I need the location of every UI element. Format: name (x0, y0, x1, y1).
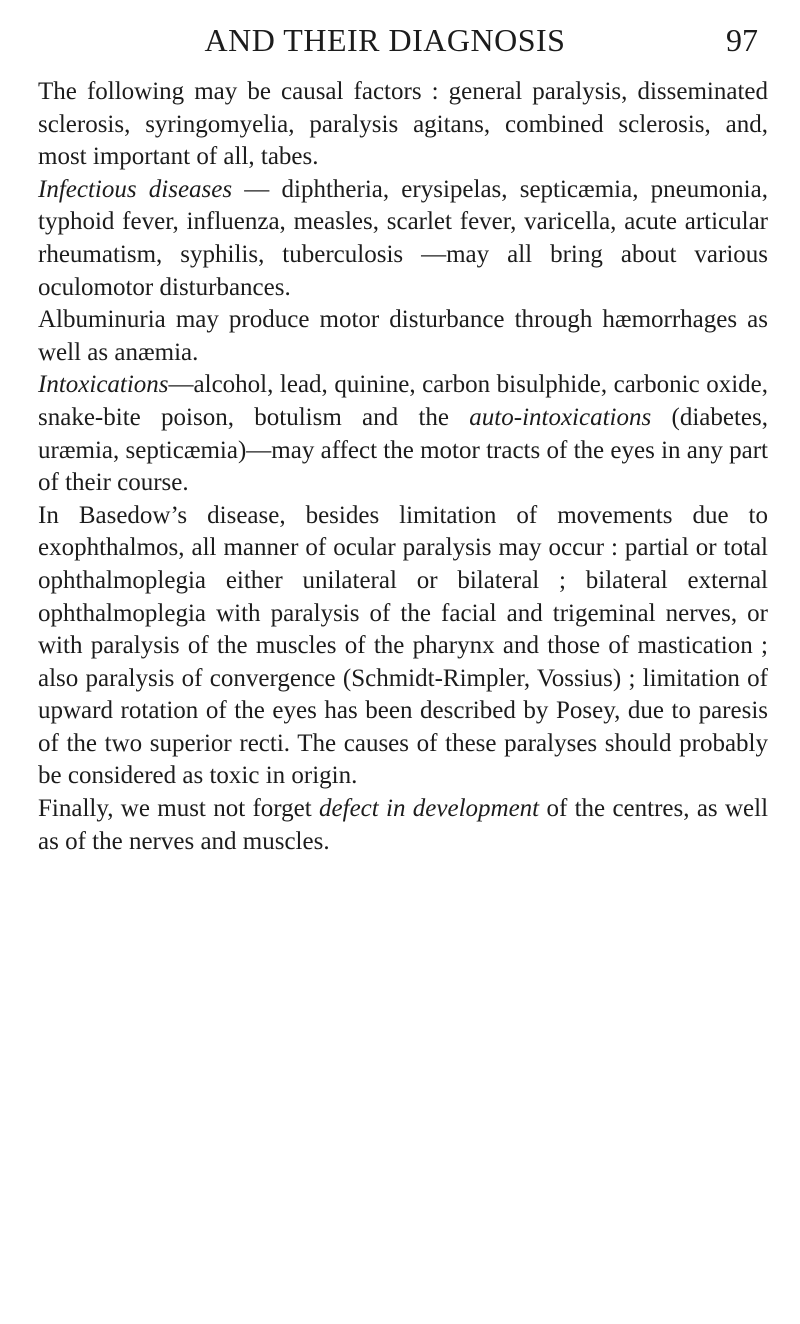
paragraph-text: (diabetes, uræmia, septicæmia)—may affect the motor tracts of the eyes in any part of their course. (38, 403, 768, 497)
italic-term: Intoxications (38, 371, 169, 399)
page-number: 97 (726, 22, 758, 58)
paragraph-basedows-disease (38, 500, 768, 793)
paragraph-text: The following may be causal factors : general paralysis, disseminated sclerosis, syringomyelia, paralysis agitans, combined sclerosis, and, most important of all, tabes. (38, 78, 768, 171)
paragraph-text: of the centres, as well as of the nerves and muscles. (38, 795, 769, 855)
paragraph-infectious-diseases (38, 174, 768, 304)
paragraph-text: Albuminuria may produce motor disturbance through hæmorrhages as well as anæmia. (38, 306, 768, 366)
paragraph-finally (38, 793, 768, 858)
running-title: AND THEIR DIAGNOSIS (204, 22, 566, 58)
paragraph-text: — diphtheria, erysipelas, septicæmia, pneumonia, typhoid fever, influenza, measles, scarlet fever, varicella, acute articular rheumatism, syphilis, tuberculosis —may all bring about various oculomotor disturbances. (38, 175, 768, 301)
paragraph-text: Finally, we must not forget (38, 795, 320, 823)
paragraph-causal-factors (38, 76, 768, 174)
italic-term: auto-intoxications (469, 403, 652, 431)
paragraph-text: —alcohol, lead, quinine, carbon bisulphide, carbonic oxide, snake-bite poison, botulism and the (38, 371, 768, 431)
body-text (38, 76, 768, 858)
running-head (0, 18, 800, 62)
italic-term: defect in development (319, 795, 540, 823)
paragraph-albuminuria (38, 304, 768, 369)
paragraph-text: In Basedow’s disease, besides limitation of movements due to exophthalmos, all manner of ocular paralysis may occur : partial or total ophthalmoplegia either unilateral or bilateral ; bilateral external ophthalmoplegia with paralysis of the facial and trigeminal nerves, or with paralysis of the muscles of the pharynx and those of mastication ; also paralysis of convergence (Schmidt-Rimpler, Vossius) ; limitation of upward rotation of the eyes has been described by Posey, due to paresis of the two superior recti. The causes of these paralyses should probably be considered as toxic in origin. (38, 501, 768, 790)
paragraph-intoxications (38, 369, 768, 499)
italic-term: Infectious diseases (38, 175, 233, 203)
